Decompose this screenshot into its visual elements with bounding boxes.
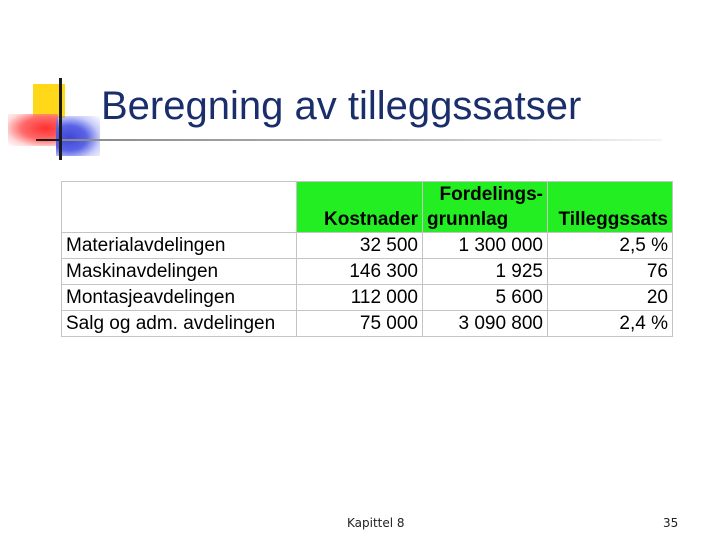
red-square-shape <box>8 114 58 146</box>
avdeling-cell: Montasjeavdelingen <box>62 285 297 311</box>
table-header-row-1 <box>62 182 673 208</box>
header-fordelings-line1: Fordelings- <box>423 182 548 208</box>
table-row <box>62 311 673 337</box>
avdeling-cell: Salg og adm. avdelingen <box>62 311 297 337</box>
slide-logo-decoration <box>0 0 110 170</box>
footer-chapter: Kapittel 8 <box>347 516 405 530</box>
sats-cell: 76 <box>548 259 673 285</box>
cost-table <box>61 181 673 337</box>
title-underline <box>62 139 662 141</box>
grunnlag-cell: 1 925 <box>423 259 548 285</box>
header-corner-cell <box>62 182 297 233</box>
sats-cell: 2,4 % <box>548 311 673 337</box>
avdeling-cell: Materialavdelingen <box>62 233 297 259</box>
table-row <box>62 233 673 259</box>
slide-title: Beregning av tilleggssatser <box>101 84 582 128</box>
grunnlag-cell: 1 300 000 <box>423 233 548 259</box>
kostnader-cell: 32 500 <box>297 233 423 259</box>
header-tilleggssats: Tilleggssats <box>548 182 673 233</box>
table-row <box>62 285 673 311</box>
grunnlag-cell: 5 600 <box>423 285 548 311</box>
grunnlag-cell: 3 090 800 <box>423 311 548 337</box>
sats-cell: 2,5 % <box>548 233 673 259</box>
blue-square-shape <box>56 116 100 156</box>
kostnader-cell: 112 000 <box>297 285 423 311</box>
sats-cell: 20 <box>548 285 673 311</box>
avdeling-cell: Maskinavdelingen <box>62 259 297 285</box>
page-number: 35 <box>663 516 679 530</box>
table-row <box>62 259 673 285</box>
header-kostnader: Kostnader <box>297 182 423 233</box>
kostnader-cell: 146 300 <box>297 259 423 285</box>
header-fordelings-line2: grunnlag <box>423 207 548 233</box>
kostnader-cell: 75 000 <box>297 311 423 337</box>
vertical-rule <box>59 78 62 160</box>
